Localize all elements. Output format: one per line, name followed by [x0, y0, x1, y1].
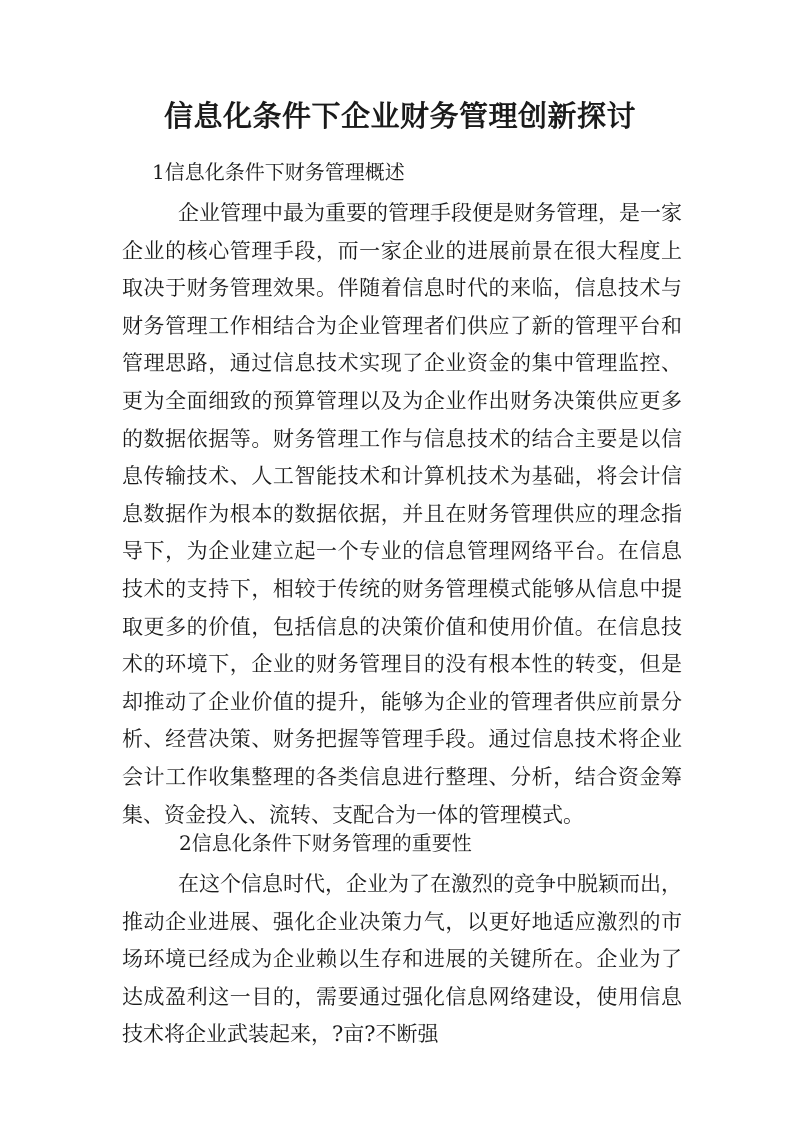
- section-2-heading: 2信息化条件下财务管理的重要性: [179, 831, 472, 855]
- section-1-paragraph: 企业管理中最为重要的管理手段便是财务管理，是一家企业的核心管理手段，而一家企业的进展前景在很大程度上取决于财务管理效果。伴随着信息时代的来临，信息技术与财务管理工作相结合为企业管理者们供应了新的管理平台和管理思路，通过信息技术实现了企业资金的集中管理监控、更为全面细致的预算管理以及为企业作出财务决策供应更多的数据依据等。财务管理工作与信息技术的结合主要是以信息传输技术、人工智能技术和计算机技术为基础，将会计信息数据作为根本的数据依据，并且在财务管理供应的理念指导下，为企业建立起一个专业的信息管理网络平台。在信息技术的支持下，相较于传统的财务管理模式能够从信息中提取更多的价值，包括信息的决策价值和使用价值。在信息技术的环境下，企业的财务管理目的没有根本性的转变，但是却推动了企业价值的提升，能够为企业的管理者供应前景分析、经营决策、财务把握等管理手段。通过信息技术将企业会计工作收集整理的各类信息进行整理、分析，结合资金筹集、资金投入、流转、支配合为一体的管理模式。: [122, 201, 682, 827]
- document-title: 信息化条件下企业财务管理创新探讨: [163, 99, 636, 133]
- section-1-heading: 1信息化条件下财务管理概述: [152, 160, 405, 184]
- section-2-paragraph: 在这个信息时代，企业为了在激烈的竞争中脱颖而出，推动企业进展、强化企业决策力气，以更好地适应激烈的市场环境已经成为企业赖以生存和进展的关键所在。企业为了达成盈利这一目的，需要通过强化信息网络建设，使用信息技术将企业武装起来，?亩?不断强: [122, 872, 682, 1047]
